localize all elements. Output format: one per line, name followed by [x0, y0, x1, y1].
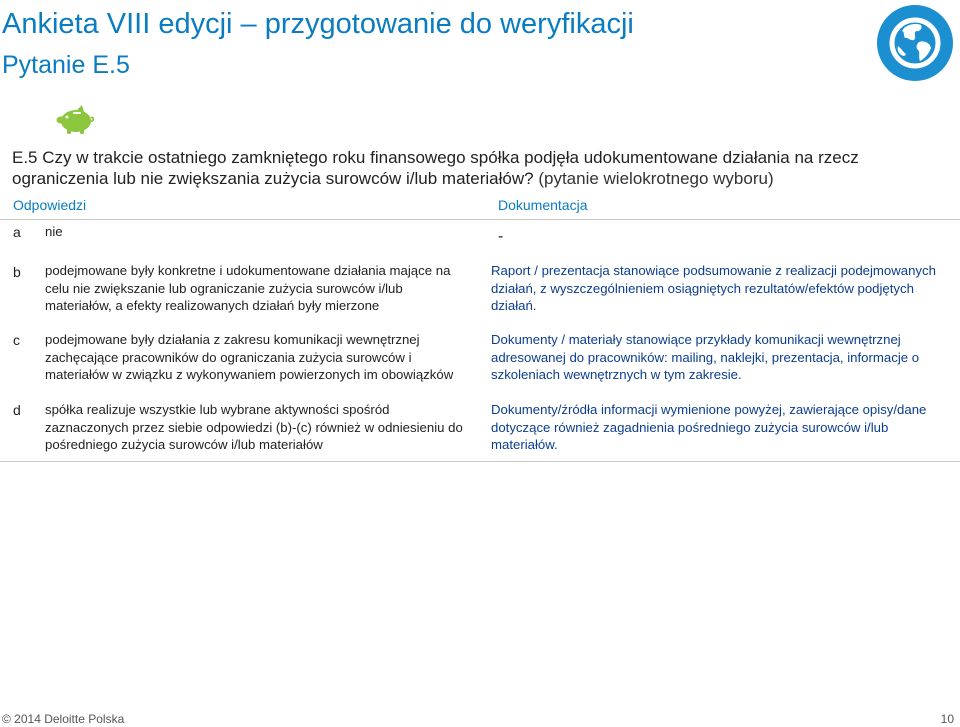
doc-c: Dokumenty / materiały stanowiące przykłady komunikacji wewnętrznej adresowanej do pracowników: mailing, naklejki, prezentacja, informacje o szkoleniach wewnętrznych w tym zakresie. [491, 332, 920, 382]
row-letter-a: a [13, 224, 21, 240]
question-body: E.5 Czy w trakcie ostatniego zamkniętego roku finansowego spółka podjęła udokumentowane działania na rzecz ograniczenia lub nie zwiększania zużycia surowców i/lub materiałów? [12, 148, 859, 188]
doc-b: Raport / prezentacja stanowiące podsumowanie z realizacji podejmowanych działań, z wyszczególnieniem osiągniętych rezultatów/efektów podjętych działań. [491, 263, 936, 313]
answer-c: podejmowane były działania z zakresu komunikacji wewnętrznej zachęcające pracowników do ograniczania zużycia surowców i materiałów w związku z wykonywaniem powierzonych im obowiązków [45, 332, 454, 382]
footer-page-number: 10 [940, 712, 954, 726]
answer-d: spółka realizuje wszystkie lub wybrane aktywności spośród zaznaczonych przez siebie odpowiedzi (b)-(c) również w odniesieniu do pośredniego zużycia surowców i/lub materiałów [45, 402, 463, 452]
globe-icon [876, 4, 954, 82]
answer-a: nie [45, 224, 63, 239]
piggy-bank-icon [55, 104, 95, 136]
row-letter-d: d [13, 402, 21, 418]
table-top-rule [0, 219, 960, 220]
page-subtitle: Pytanie E.5 [2, 51, 130, 79]
footer-copyright: © 2014 Deloitte Polska [2, 712, 125, 726]
header-documentation: Dokumentacja [498, 197, 588, 213]
doc-a: - [498, 228, 504, 245]
question-text [12, 147, 942, 189]
question-hint: (pytanie wielokrotnego wyboru) [538, 169, 774, 188]
table-bottom-rule [0, 461, 960, 462]
header-answers: Odpowiedzi [13, 197, 87, 213]
page-title: Ankieta VIII edycji – przygotowanie do weryfikacji [2, 8, 634, 40]
row-letter-c: c [13, 332, 20, 348]
doc-d: Dokumenty/źródła informacji wymienione powyżej, zawierające opisy/dane dotyczące również zagadnienia pośredniego zużycia surowców i/lub materiałów. [491, 402, 927, 452]
row-letter-b: b [13, 264, 21, 280]
answers-table [0, 192, 960, 462]
answer-b: podejmowane były konkretne i udokumentowane działania mające na celu nie zwiększanie lub ograniczanie zużycia surowców i/lub materiałów, a efekty realizowanych działań były mierzone [45, 263, 451, 313]
